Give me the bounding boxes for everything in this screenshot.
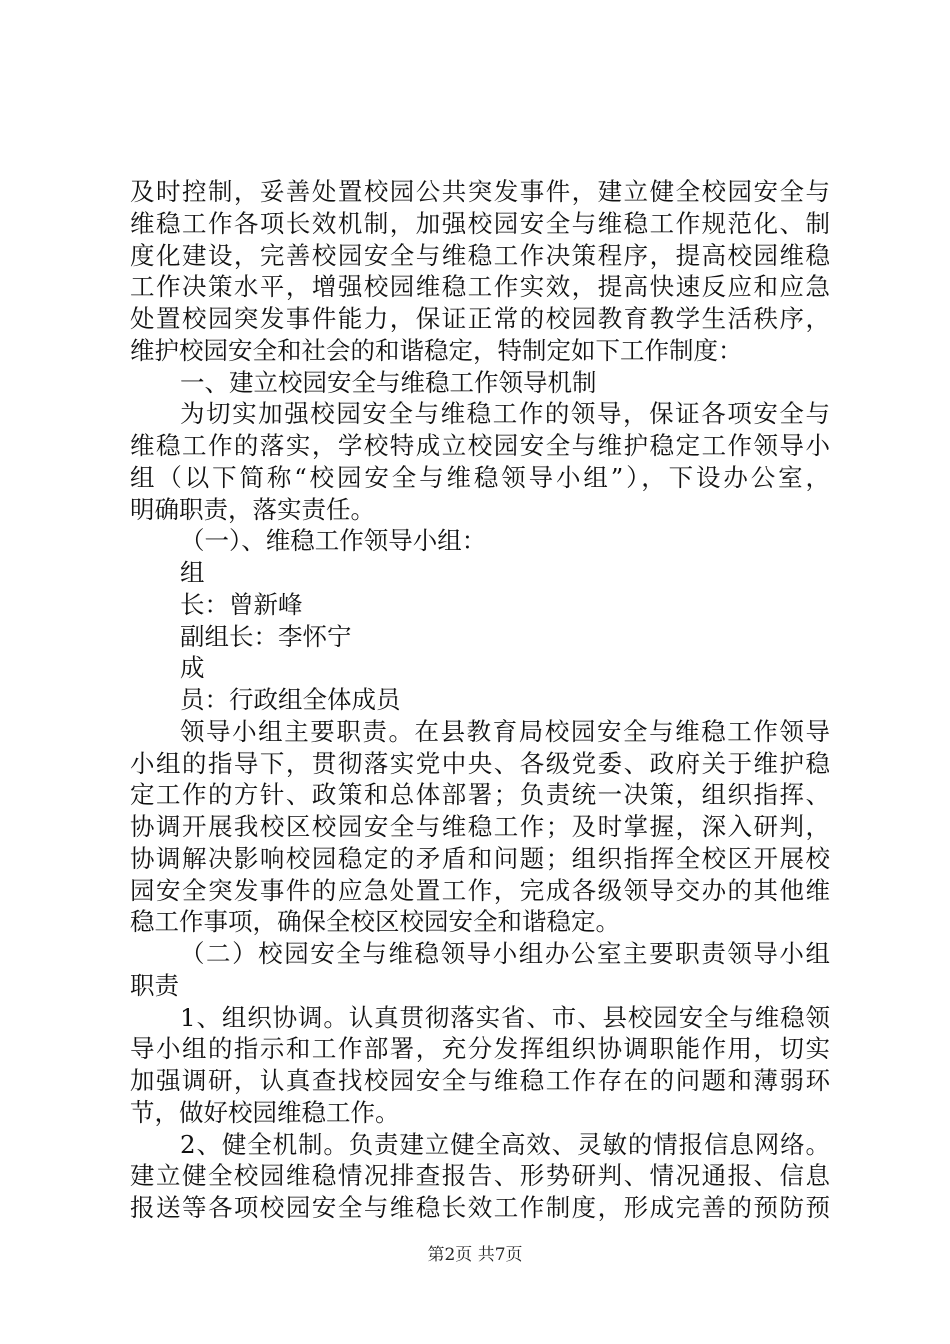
text-line-29: 加强调研，认真查找校园安全与维稳工作存在的问题和薄弱环 <box>130 1066 830 1095</box>
text-line-31: 2、健全机制。负责建立健全高效、灵敏的情报信息网络。 <box>180 1129 830 1159</box>
text-line-21: 协调开展我校区校园安全与维稳工作；及时掌握，深入研判， <box>130 812 830 841</box>
text-line-2: 维稳工作各项长效机制，加强校园安全与维稳工作规范化、制 <box>130 208 830 238</box>
text-line-9: 维稳工作的落实，学校特成立校园安全与维护稳定工作领导小 <box>130 431 830 460</box>
text-line-6: 维护校园安全和社会的和谐稳定，特制定如下工作制度： <box>130 335 743 365</box>
text-line-22: 协调解决影响校园稳定的矛盾和问题；组织指挥全校区开展校 <box>130 843 830 873</box>
text-line-33: 报送等各项校园安全与维稳长效工作制度，形成完善的预防预 <box>130 1193 830 1222</box>
text-line-4: 工作决策水平，增强校园维稳工作实效，提高快速反应和应急 <box>130 272 830 302</box>
roster-members: 员：行政组全体成员 <box>180 685 401 714</box>
text-line-23: 园安全突发事件的应急处置工作，完成各级领导交办的其他维 <box>130 875 830 905</box>
text-line-20: 定工作的方针、政策和总体部署；负责统一决策，组织指挥、 <box>130 780 830 810</box>
text-line-27: 1、组织协调。认真贯彻落实省、市、县校园安全与维稳领 <box>180 1002 830 1032</box>
page-footer: 第2页 共7页 <box>427 1245 523 1265</box>
text-line-30: 节，做好校园维稳工作。 <box>130 1097 400 1127</box>
roster-deputy: 副组长：李怀宁 <box>180 621 352 651</box>
subsection-heading-2-cont: 职责 <box>130 970 179 1000</box>
roster-label-2: 成 <box>180 653 205 683</box>
text-line-19: 小组的指导下，贯彻落实党中央、各级党委、政府关于维护稳 <box>130 748 830 778</box>
text-line-1: 及时控制，妥善处置校园公共突发事件，建立健全校园安全与 <box>130 177 830 206</box>
text-line-32: 建立健全校园维稳情况排查报告、形势研判、情况通报、信息 <box>130 1161 830 1191</box>
roster-leader: 长：曾新峰 <box>180 589 303 619</box>
text-line-3: 度化建设，完善校园安全与维稳工作决策程序，提高校园维稳 <box>130 240 830 270</box>
text-line-28: 导小组的指示和工作部署，充分发挥组织协调职能作用，切实 <box>130 1034 830 1064</box>
text-line-11: 明确职责，落实责任。 <box>130 494 375 524</box>
subsection-heading-1: （一）、维稳工作领导小组： <box>180 526 487 556</box>
text-line-18: 领导小组主要职责。在县教育局校园安全与维稳工作领导 <box>180 716 830 746</box>
text-line-5: 处置校园突发事件能力，保证正常的校园教育教学生活秩序， <box>130 304 830 333</box>
text-line-24: 稳工作事项，确保全校区校园安全和谐稳定。 <box>130 907 620 937</box>
text-line-10: 组（以下简称“校园安全与维稳领导小组”），下设办公室， <box>130 462 830 492</box>
section-heading-1: 一、建立校园安全与维稳工作领导机制 <box>180 367 597 397</box>
text-line-8: 为切实加强校园安全与维稳工作的领导，保证各项安全与 <box>180 399 830 429</box>
subsection-heading-2: （二）校园安全与维稳领导小组办公室主要职责领导小组 <box>180 939 830 968</box>
roster-label-1: 组 <box>180 558 205 587</box>
